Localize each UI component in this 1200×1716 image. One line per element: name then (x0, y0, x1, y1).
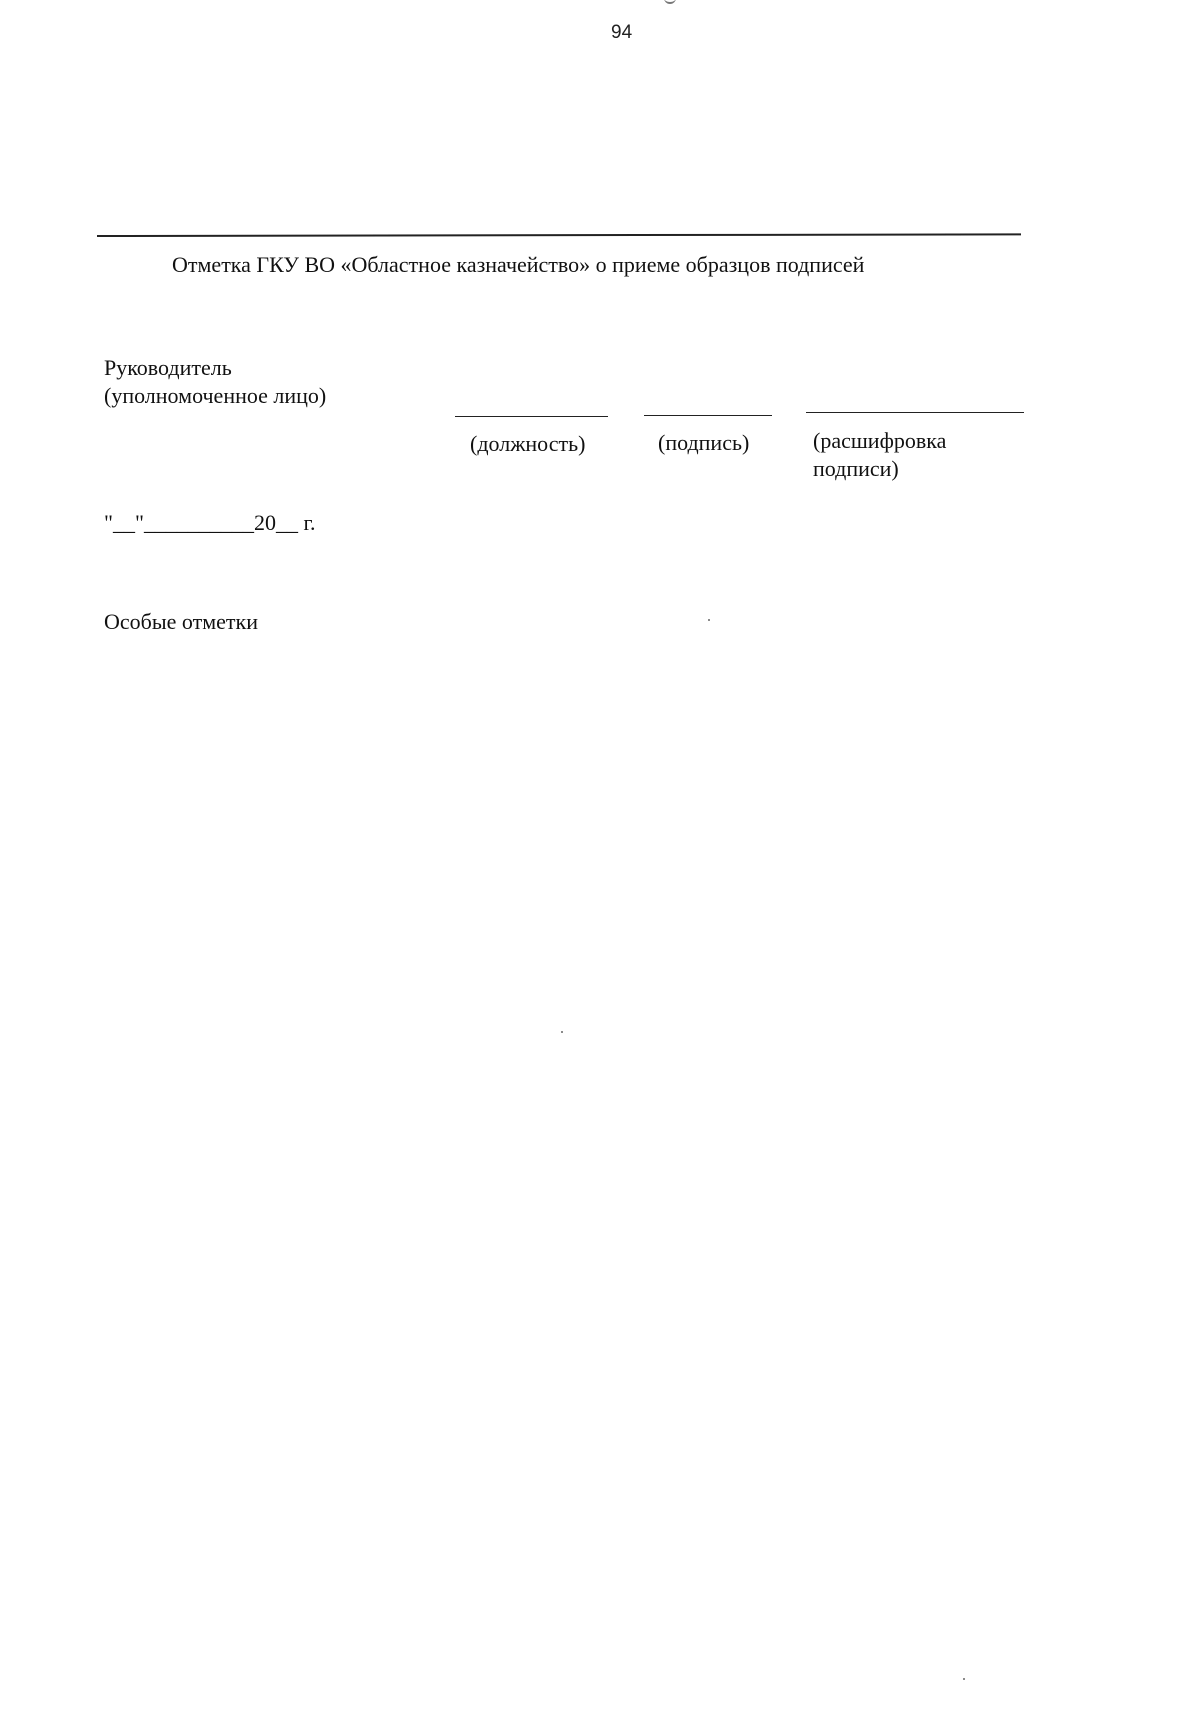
scan-speck (963, 1678, 965, 1680)
special-marks-label: Особые отметки (104, 609, 258, 634)
page-number: 94 (611, 22, 633, 43)
signature-decode-caption-line2: подписи) (813, 456, 899, 481)
scan-speck (561, 1031, 563, 1033)
signature-caption: (подпись) (658, 430, 750, 455)
signature-decode-line (806, 412, 1024, 413)
manager-title: Руководитель (104, 355, 232, 380)
position-line (455, 416, 608, 417)
signature-decode-caption-line1: (расшифровка (813, 428, 947, 453)
scan-speck (708, 619, 710, 621)
position-caption: (должность) (470, 431, 586, 456)
horizontal-rule (97, 233, 1021, 237)
section-heading: Отметка ГКУ ВО «Областное казначейство» о приеме образцов подписей (172, 252, 865, 277)
signature-line (644, 415, 772, 416)
manager-label (104, 354, 326, 410)
manager-subtitle: (уполномоченное лицо) (104, 383, 327, 408)
scan-edge-mark (664, 0, 676, 4)
date-line: "__"__________20__ г. (104, 510, 316, 535)
signature-decode-caption (813, 427, 1013, 483)
